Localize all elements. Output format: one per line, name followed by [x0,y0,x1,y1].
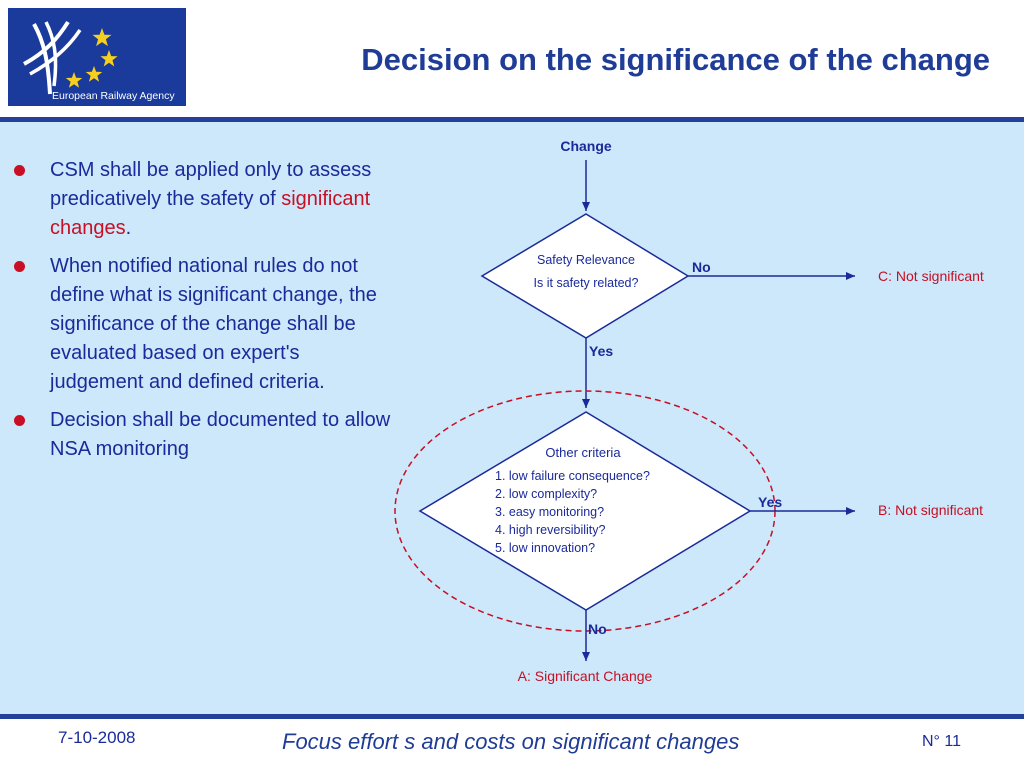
bullet-text: Decision shall be documented to allow NSA monitoring [50,409,391,460]
decision1-yes-label: Yes [589,343,614,359]
page-title: Decision on the significance of the change [361,42,990,77]
bullet-item [14,156,394,243]
page-number-value: 11 [944,733,962,750]
bullet-item [14,406,394,464]
bullet-item [14,252,394,397]
bullet-text: CSM shall be applied only to assess predicatively the safety of [50,159,372,210]
flowchart [390,122,1024,714]
footer-tagline: Focus effort s and costs on significant changes [282,729,740,754]
decision2-no-label: No [588,621,607,637]
bullet-highlight: significant changes [50,188,371,239]
bullet-dot-icon [14,165,25,176]
criteria-item: 1. low failure consequence? [495,469,650,483]
criteria-item: 2. low complexity? [495,487,598,501]
logo-text: European Railway Agency [52,90,175,102]
decision1-no-label: No [692,259,711,275]
footer-date: 7-10-2008 [58,728,136,747]
page-number [922,733,961,751]
criteria-item: 3. easy monitoring? [495,505,605,519]
decision2-title: Other criteria [545,445,621,460]
decision2-yes-label: Yes [758,494,783,510]
bullet-list [14,156,394,473]
decision1-title: Safety Relevance [537,253,635,267]
bottom-divider [0,714,1024,719]
era-logo [8,8,186,106]
decision1-question: Is it safety related? [533,276,639,290]
bullet-dot-icon [14,415,25,426]
bullet-text: . [125,217,132,239]
bullet-text: When notified national rules do not define what is significant change, the significance of the change shall be evaluated based on expert's judgement and defined criteria. [50,255,377,393]
criteria-item: 4. high reversibility? [495,523,606,537]
criteria-item: 5. low innovation? [495,541,596,555]
page-prefix: N° [922,733,940,750]
outcome-a: A: Significant Change [517,668,653,684]
start-label: Change [560,138,612,154]
bullet-dot-icon [14,261,25,272]
outcome-c: C: Not significant [878,268,984,284]
outcome-b: B: Not significant [878,502,984,518]
